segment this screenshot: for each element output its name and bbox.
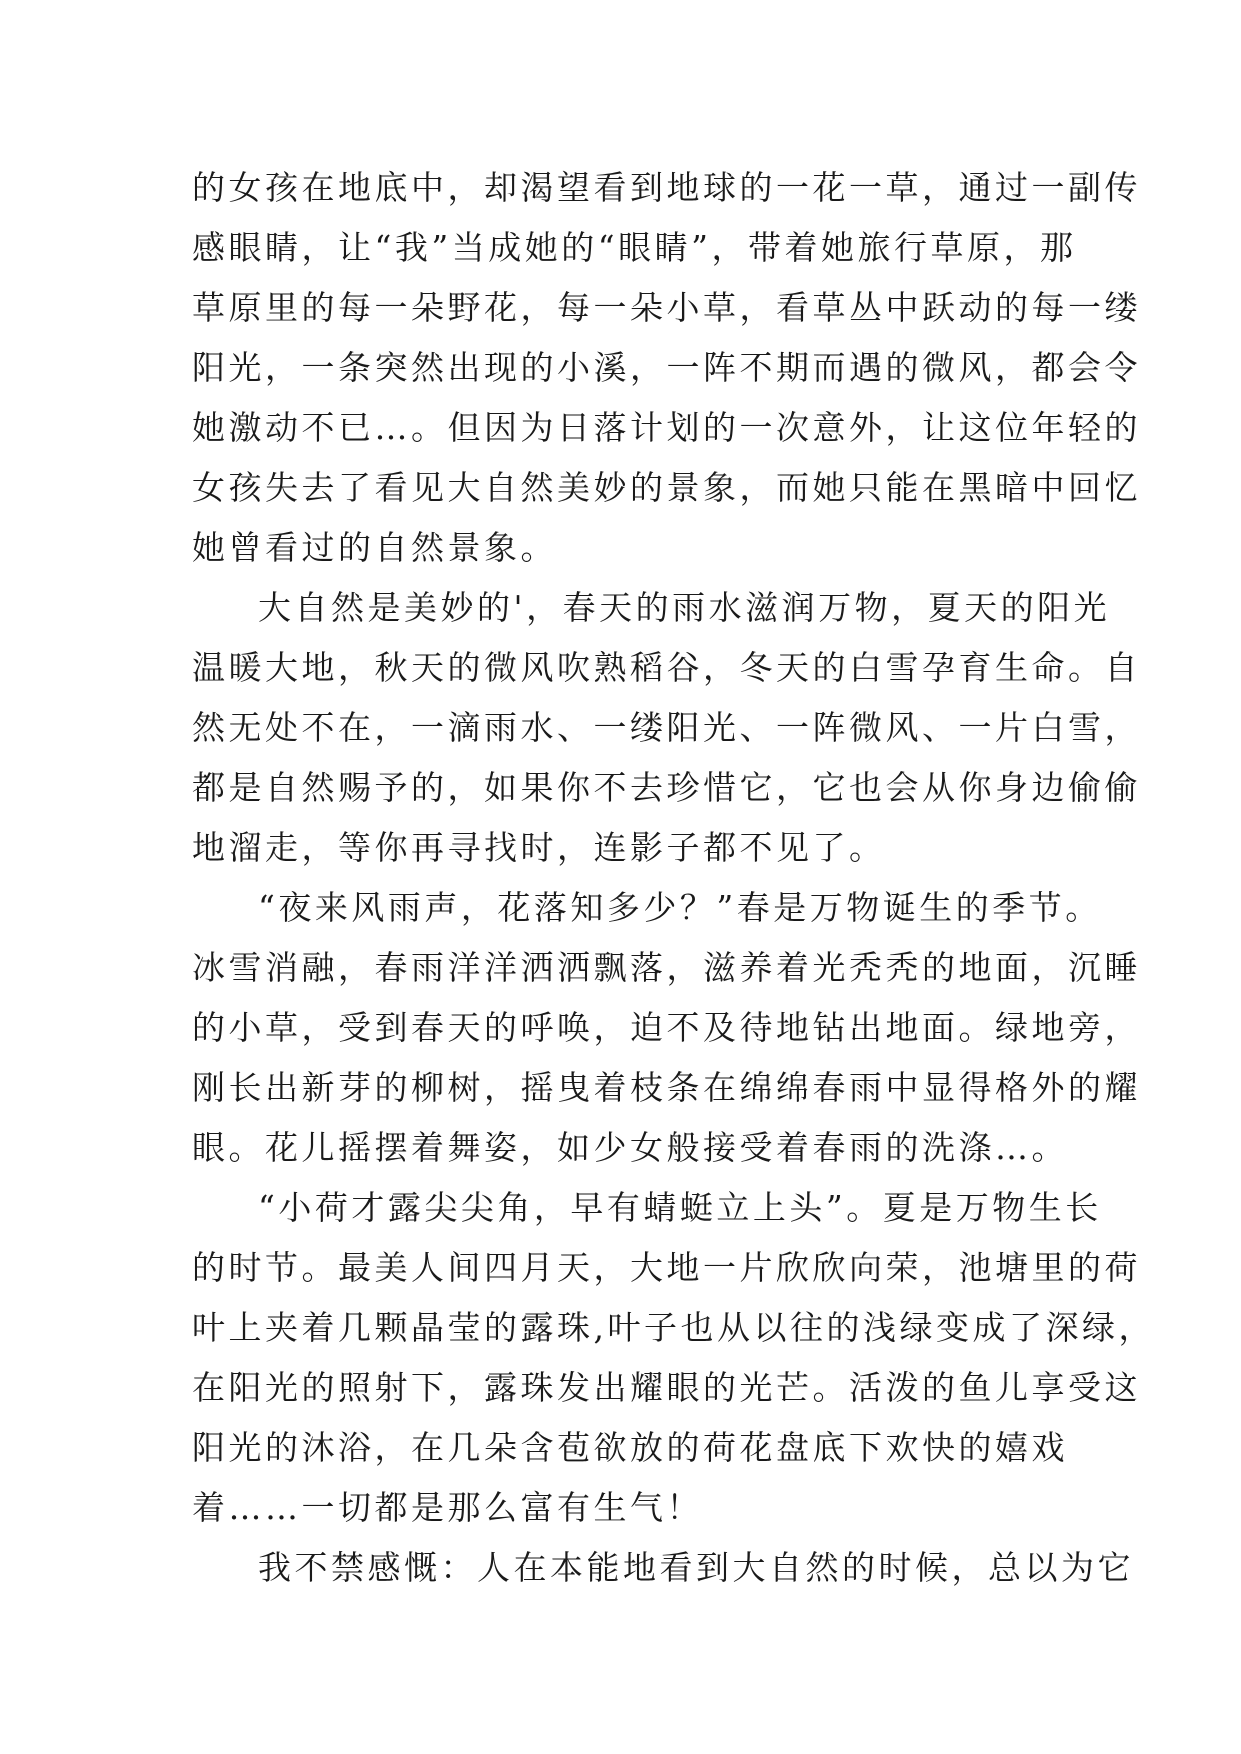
text-line: 女孩失去了看见大自然美妙的景象，而她只能在黑暗中回忆: [192, 468, 1141, 507]
body-text: [192, 158, 1155, 1598]
text-line: 的小草，受到春天的呼唤，迫不及待地钻出地面。绿地旁，: [192, 1008, 1141, 1047]
text-line: 她激动不已…。但因为日落计划的一次意外，让这位年轻的: [192, 408, 1141, 447]
text-line: 她曾看过的自然景象。: [192, 528, 557, 567]
text-line: 刚长出新芽的柳树，摇曳着枝条在绵绵春雨中显得格外的耀: [192, 1068, 1141, 1107]
paragraph-first-line: 大自然是美妙的'，春天的雨水滋润万物，夏天的阳光: [258, 588, 1111, 627]
paragraph-first-line: “小荷才露尖尖角，早有蜻蜓立上头”。夏是万物生长: [258, 1188, 1102, 1227]
text-line: 的时节。最美人间四月天，大地一片欣欣向荣，池塘里的荷: [192, 1248, 1141, 1287]
text-line: 温暖大地，秋天的微风吹熟稻谷，冬天的白雪孕育生命。自: [192, 648, 1141, 687]
text-line: 草原里的每一朵野花，每一朵小草，看草丛中跃动的每一缕: [192, 288, 1141, 327]
text-line: 在阳光的照射下，露珠发出耀眼的光芒。活泼的鱼儿享受这: [192, 1368, 1141, 1407]
text-line: 叶上夹着几颗晶莹的露珠,叶子也从以往的浅绿变成了深绿，: [192, 1308, 1155, 1347]
text-line: 着……一切都是那么富有生气！: [192, 1488, 703, 1527]
text-line: 的女孩在地底中，却渴望看到地球的一花一草，通过一副传: [192, 168, 1141, 207]
paragraph-first-line: “夜来风雨声，花落知多少？”春是万物诞生的季节。: [258, 888, 1102, 927]
text-line: 感眼睛，让“我”当成她的“眼睛”，带着她旅行草原，那: [192, 228, 1077, 267]
text-line: 阳光，一条突然出现的小溪，一阵不期而遇的微风，都会令: [192, 348, 1141, 387]
text-line: 冰雪消融，春雨洋洋洒洒飘落，滋养着光秃秃的地面，沉睡: [192, 948, 1141, 987]
paragraph-first-line: 我不禁感慨：人在本能地看到大自然的时候，总以为它: [258, 1548, 1134, 1587]
text-line: 都是自然赐予的，如果你不去珍惜它，它也会从你身边偷偷: [192, 768, 1141, 807]
text-line: 然无处不在，一滴雨水、一缕阳光、一阵微风、一片白雪，: [192, 708, 1141, 747]
text-line: 地溜走，等你再寻找时，连影子都不见了。: [192, 828, 886, 867]
text-line: 眼。花儿摇摆着舞姿，如少女般接受着春雨的洗涤…。: [192, 1128, 1068, 1167]
text-line: 阳光的沐浴，在几朵含苞欲放的荷花盘底下欢快的嬉戏: [192, 1428, 1068, 1467]
